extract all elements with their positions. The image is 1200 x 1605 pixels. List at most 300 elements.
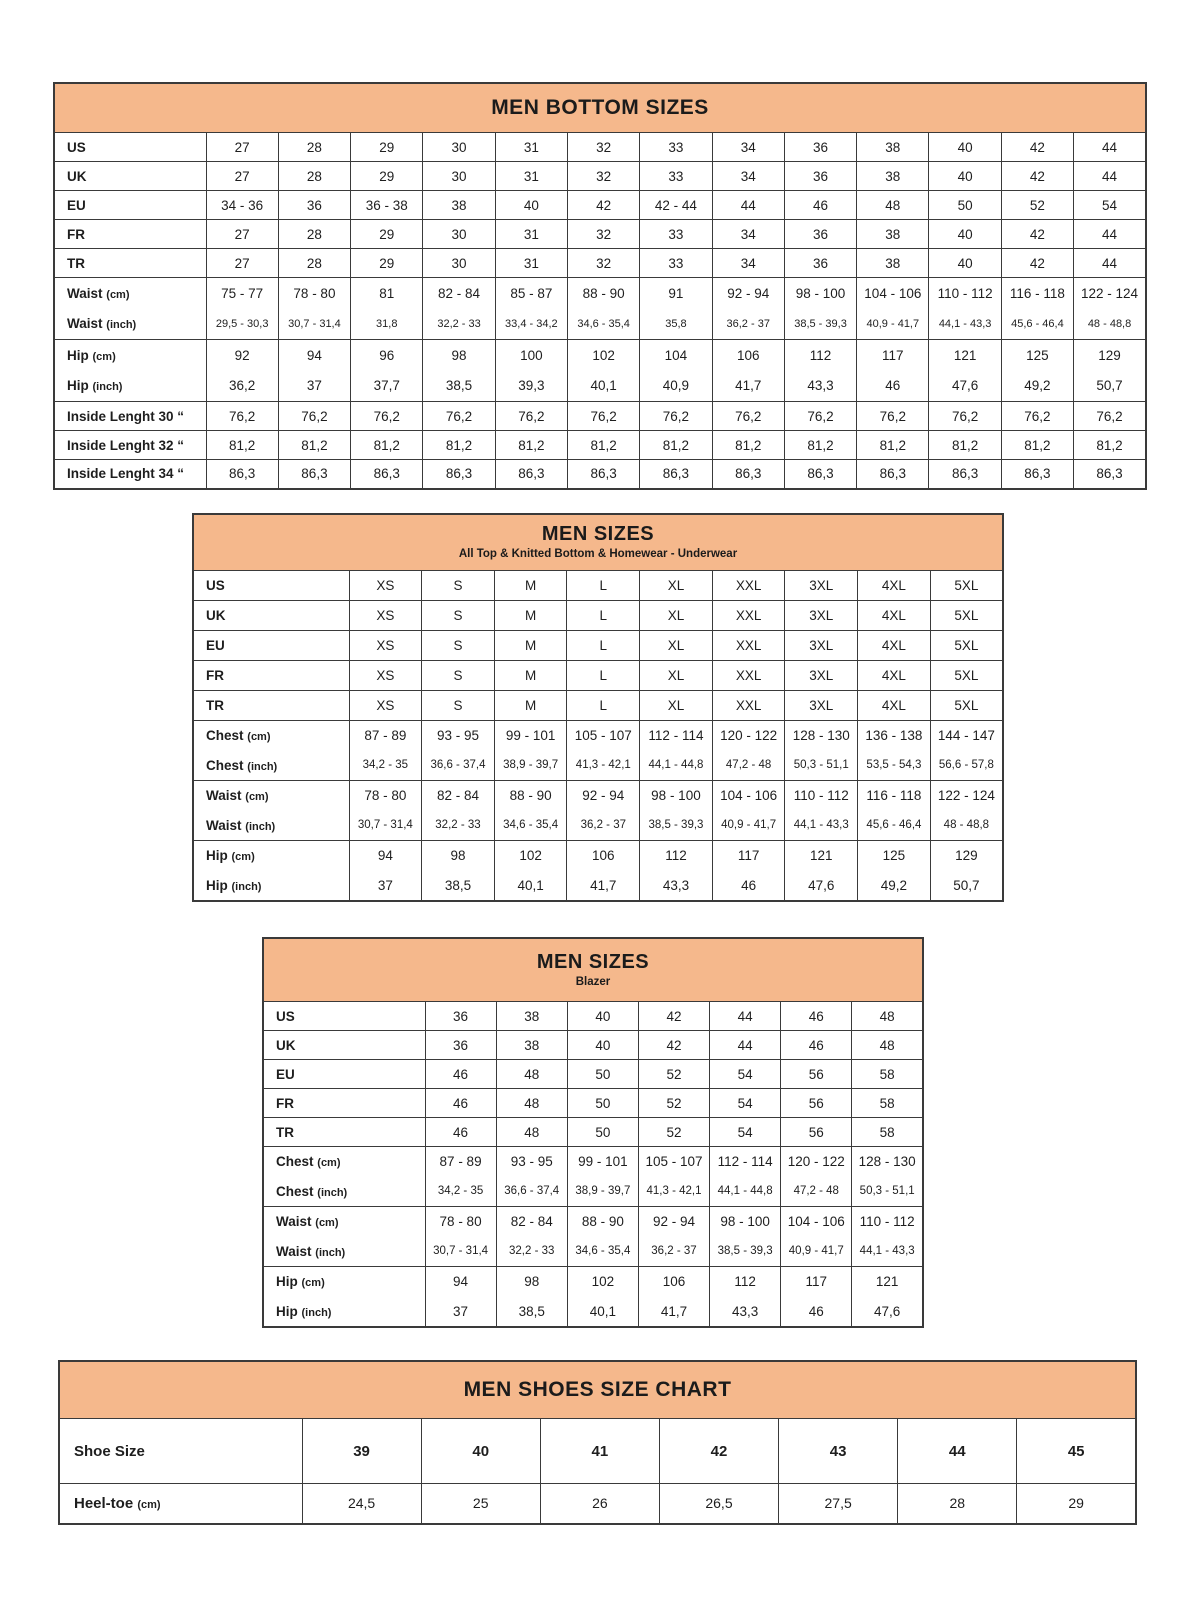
size-cell: XXL	[712, 691, 785, 721]
size-cell: 44,1 - 43,3	[852, 1237, 923, 1267]
size-cell: 52	[638, 1118, 709, 1147]
size-cell: 120 - 122	[781, 1147, 852, 1177]
size-cell: 34 - 36	[206, 191, 278, 220]
size-cell: 40	[929, 133, 1001, 162]
size-cell: 5XL	[930, 601, 1003, 631]
size-cell: 105 - 107	[638, 1147, 709, 1177]
size-cell: 56	[781, 1089, 852, 1118]
size-cell: 43,3	[640, 871, 713, 901]
table-row	[263, 1267, 923, 1297]
table-row	[263, 1060, 923, 1089]
size-cell: 86,3	[1001, 460, 1073, 489]
size-cell: 42	[1001, 220, 1073, 249]
size-cell: 50	[567, 1118, 638, 1147]
size-cell: XS	[349, 691, 422, 721]
row-label-text: Heel-toe	[74, 1494, 134, 1512]
size-cell: 26,5	[659, 1484, 778, 1524]
size-cell: 31	[495, 249, 567, 278]
size-cell: 50	[567, 1060, 638, 1089]
size-cell: 88 - 90	[567, 1207, 638, 1237]
size-cell: 25	[421, 1484, 540, 1524]
size-cell: 122 - 124	[1074, 278, 1146, 309]
size-cell: 40,9	[640, 371, 712, 402]
size-cell: 102	[567, 340, 639, 371]
row-label-text: Hip	[206, 877, 228, 893]
size-cell: 24,5	[302, 1484, 421, 1524]
size-cell: 32	[567, 220, 639, 249]
men-bottom-sizes-grid	[53, 132, 1147, 490]
row-label	[54, 460, 206, 489]
size-cell: XL	[640, 571, 713, 601]
row-label-text: Chest	[276, 1183, 314, 1199]
size-cell: 47,2 - 48	[712, 751, 785, 781]
size-cell: 54	[710, 1089, 781, 1118]
table-row	[193, 841, 1003, 871]
size-cell: 47,6	[852, 1297, 923, 1327]
size-cell: 47,6	[785, 871, 858, 901]
size-cell: 41,7	[567, 871, 640, 901]
size-cell: 5XL	[930, 571, 1003, 601]
table-title: MEN SIZES	[541, 523, 655, 546]
size-cell: 3XL	[785, 601, 858, 631]
row-label-text: Waist	[67, 316, 103, 332]
table-row	[263, 1031, 923, 1060]
row-label	[54, 309, 206, 340]
row-label	[54, 133, 206, 162]
size-cell: 40	[929, 162, 1001, 191]
size-cell: 29	[351, 220, 423, 249]
size-cell: XXL	[712, 661, 785, 691]
size-cell: 76,2	[640, 402, 712, 431]
size-cell: 104 - 106	[712, 781, 785, 811]
size-cell: 29,5 - 30,3	[206, 309, 278, 340]
row-label-unit: (inch)	[247, 760, 278, 773]
size-cell: 81,2	[1001, 431, 1073, 460]
size-cell: 106	[712, 340, 784, 371]
size-cell: 40	[567, 1002, 638, 1031]
size-cell: 92 - 94	[638, 1207, 709, 1237]
size-cell: 75 - 77	[206, 278, 278, 309]
table-row	[263, 1147, 923, 1177]
row-label-unit: (inch)	[317, 1186, 348, 1199]
size-cell: 86,3	[351, 460, 423, 489]
row-label-text: UK	[276, 1037, 296, 1053]
size-cell: 86,3	[423, 460, 495, 489]
size-cell: 40,9 - 41,7	[712, 811, 785, 841]
row-label	[193, 841, 349, 871]
size-cell: 104	[640, 340, 712, 371]
table-header-band	[58, 1360, 1137, 1418]
row-label	[263, 1237, 425, 1267]
table-header-band	[192, 513, 1004, 570]
size-cell: 112	[640, 841, 713, 871]
size-cell: 28	[278, 249, 350, 278]
size-cell: XL	[640, 661, 713, 691]
size-cell: 82 - 84	[423, 278, 495, 309]
size-cell: 43,3	[710, 1297, 781, 1327]
row-label-text: UK	[206, 608, 226, 623]
row-label	[263, 1297, 425, 1327]
size-cell: XL	[640, 631, 713, 661]
size-cell: 88 - 90	[567, 278, 639, 309]
size-cell: 105 - 107	[567, 721, 640, 751]
row-label-text: US	[206, 578, 225, 593]
size-cell: 76,2	[278, 402, 350, 431]
size-cell: 38,5	[423, 371, 495, 402]
size-cell: 54	[710, 1118, 781, 1147]
size-cell: 88 - 90	[494, 781, 567, 811]
size-cell: 46	[425, 1118, 496, 1147]
size-cell: 86,3	[495, 460, 567, 489]
row-label-text: Hip	[67, 378, 89, 394]
row-label	[54, 191, 206, 220]
size-cell: 31	[495, 162, 567, 191]
size-cell: 112	[710, 1267, 781, 1297]
size-cell: 44	[712, 191, 784, 220]
size-cell: 76,2	[1074, 402, 1146, 431]
size-cell: 36	[784, 220, 856, 249]
size-cell: M	[494, 571, 567, 601]
size-cell: 40	[495, 191, 567, 220]
row-label-text: Chest	[206, 728, 244, 744]
size-cell: 41	[540, 1419, 659, 1484]
size-cell: 37	[425, 1297, 496, 1327]
table-row	[193, 571, 1003, 601]
size-cell: 106	[567, 841, 640, 871]
size-cell: L	[567, 601, 640, 631]
row-label-text: US	[276, 1008, 295, 1024]
table-row	[54, 220, 1146, 249]
size-cell: 29	[351, 162, 423, 191]
size-cell: 34	[712, 162, 784, 191]
row-label-text: TR	[276, 1124, 294, 1140]
size-cell: 30	[423, 249, 495, 278]
table-row	[54, 309, 1146, 340]
size-cell: 98 - 100	[784, 278, 856, 309]
size-cell: 42	[567, 191, 639, 220]
size-cell: 48	[852, 1002, 923, 1031]
size-cell: 40	[567, 1031, 638, 1060]
size-cell: 3XL	[785, 661, 858, 691]
size-cell: 121	[785, 841, 858, 871]
size-cell: 31	[495, 220, 567, 249]
size-cell: 42	[1001, 249, 1073, 278]
row-label	[263, 1118, 425, 1147]
size-cell: 38	[496, 1031, 567, 1060]
size-cell: 58	[852, 1089, 923, 1118]
size-cell: 104 - 106	[781, 1207, 852, 1237]
size-cell: 116 - 118	[1001, 278, 1073, 309]
size-cell: 128 - 130	[785, 721, 858, 751]
size-cell: 30,7 - 31,4	[349, 811, 422, 841]
size-cell: 38,5	[496, 1297, 567, 1327]
table-row	[193, 691, 1003, 721]
size-cell: 50,3 - 51,1	[785, 751, 858, 781]
table-row	[54, 249, 1146, 278]
size-cell: 76,2	[351, 402, 423, 431]
size-cell: 38,5 - 39,3	[710, 1237, 781, 1267]
size-cell: 27	[206, 162, 278, 191]
size-cell: 41,3 - 42,1	[567, 751, 640, 781]
size-cell: 46	[781, 1002, 852, 1031]
size-cell: 78 - 80	[425, 1207, 496, 1237]
row-label-unit: (cm)	[106, 288, 130, 301]
table-row	[193, 751, 1003, 781]
size-cell: 56	[781, 1118, 852, 1147]
size-cell: XL	[640, 601, 713, 631]
size-cell: 38	[496, 1002, 567, 1031]
size-cell: 102	[494, 841, 567, 871]
size-cell: 39	[302, 1419, 421, 1484]
size-cell: 32,2 - 33	[423, 309, 495, 340]
size-cell: 44	[1074, 162, 1146, 191]
size-cell: 94	[349, 841, 422, 871]
size-cell: 45,6 - 46,4	[1001, 309, 1073, 340]
size-cell: 122 - 124	[930, 781, 1003, 811]
size-cell: 76,2	[929, 402, 1001, 431]
row-label	[263, 1060, 425, 1089]
size-cell: 85 - 87	[495, 278, 567, 309]
row-label-text: Inside Lenght 30 “	[67, 408, 185, 424]
size-cell: M	[494, 691, 567, 721]
size-cell: 86,3	[712, 460, 784, 489]
size-cell: 58	[852, 1118, 923, 1147]
size-cell: 42 - 44	[640, 191, 712, 220]
size-cell: 38	[857, 133, 929, 162]
men-sizes-top-grid	[192, 570, 1004, 902]
row-label-unit: (cm)	[245, 791, 269, 804]
size-cell: 129	[1074, 340, 1146, 371]
size-cell: 86,3	[206, 460, 278, 489]
size-cell: 32	[567, 133, 639, 162]
row-label-unit: (cm)	[137, 1498, 161, 1511]
row-label-text: EU	[206, 638, 225, 653]
size-cell: 41,7	[712, 371, 784, 402]
size-cell: L	[567, 571, 640, 601]
size-cell: 42	[1001, 162, 1073, 191]
size-cell: 31,8	[351, 309, 423, 340]
row-label-text: Shoe Size	[74, 1442, 145, 1460]
size-cell: 92	[206, 340, 278, 371]
size-cell: 32	[567, 249, 639, 278]
table-row	[54, 371, 1146, 402]
size-cell: 58	[852, 1060, 923, 1089]
size-cell: 40	[929, 220, 1001, 249]
size-cell: 34	[712, 220, 784, 249]
table-men-sizes-blazer	[262, 937, 924, 1328]
size-cell: XS	[349, 661, 422, 691]
size-cell: 144 - 147	[930, 721, 1003, 751]
row-label	[54, 431, 206, 460]
size-cell: 34	[712, 249, 784, 278]
size-cell: 32,2 - 33	[496, 1237, 567, 1267]
table-row	[54, 278, 1146, 309]
size-cell: 34,2 - 35	[425, 1177, 496, 1207]
table-row	[263, 1237, 923, 1267]
row-label-unit: (cm)	[231, 851, 255, 864]
size-cell: 34,2 - 35	[349, 751, 422, 781]
row-label	[263, 1089, 425, 1118]
row-label-text: Hip	[67, 347, 89, 363]
size-cell: 128 - 130	[852, 1147, 923, 1177]
row-label-text: Waist	[276, 1214, 312, 1230]
row-label-text: FR	[67, 226, 85, 242]
size-cell: 33,4 - 34,2	[495, 309, 567, 340]
size-cell: 81,2	[640, 431, 712, 460]
row-label-text: TR	[206, 698, 224, 713]
size-cell: 28	[278, 162, 350, 191]
size-cell: 104 - 106	[857, 278, 929, 309]
row-label	[54, 340, 206, 371]
size-cell: 52	[638, 1060, 709, 1089]
size-cell: 78 - 80	[278, 278, 350, 309]
size-cell: 34,6 - 35,4	[567, 1237, 638, 1267]
table-title: MEN SHOES SIZE CHART	[463, 1377, 732, 1401]
table-row	[54, 460, 1146, 489]
size-cell: 86,3	[784, 460, 856, 489]
size-cell: 54	[710, 1060, 781, 1089]
table-row	[54, 162, 1146, 191]
size-cell: 98	[422, 841, 495, 871]
size-cell: 30	[423, 162, 495, 191]
row-label-text: UK	[67, 168, 87, 184]
row-label	[193, 811, 349, 841]
size-cell: 48	[496, 1118, 567, 1147]
size-cell: 42	[638, 1031, 709, 1060]
size-cell: 52	[1001, 191, 1073, 220]
row-label-unit: (inch)	[231, 880, 262, 893]
row-label	[263, 1207, 425, 1237]
size-cell: 50,3 - 51,1	[852, 1177, 923, 1207]
row-label-unit: (cm)	[315, 1217, 339, 1230]
size-cell: 27	[206, 249, 278, 278]
size-cell: 38,5 - 39,3	[784, 309, 856, 340]
size-cell: 50	[567, 1089, 638, 1118]
table-title: MEN BOTTOM SIZES	[491, 95, 709, 119]
table-header-band	[53, 82, 1147, 132]
size-cell: 30	[423, 220, 495, 249]
size-cell: 35,8	[640, 309, 712, 340]
table-row	[59, 1484, 1136, 1524]
size-cell: 29	[351, 249, 423, 278]
size-cell: 86,3	[278, 460, 350, 489]
size-cell: 39,3	[495, 371, 567, 402]
size-cell: 76,2	[495, 402, 567, 431]
size-cell: 81,2	[351, 431, 423, 460]
size-cell: 34,6 - 35,4	[567, 309, 639, 340]
size-cell: 28	[898, 1484, 1017, 1524]
size-cell: 36	[784, 249, 856, 278]
size-cell: 81,2	[278, 431, 350, 460]
size-cell: 92 - 94	[712, 278, 784, 309]
size-cell: 37	[349, 871, 422, 901]
size-cell: 4XL	[858, 661, 931, 691]
size-cell: 49,2	[1001, 371, 1073, 402]
row-label	[193, 601, 349, 631]
size-cell: 81,2	[206, 431, 278, 460]
size-cell: 93 - 95	[496, 1147, 567, 1177]
size-cell: 40	[929, 249, 1001, 278]
size-cell: 36,2 - 37	[567, 811, 640, 841]
size-cell: 36	[784, 133, 856, 162]
table-men-sizes-top	[192, 513, 1004, 902]
size-cell: 50,7	[1074, 371, 1146, 402]
size-cell: M	[494, 601, 567, 631]
size-cell: M	[494, 631, 567, 661]
size-cell: 42	[659, 1419, 778, 1484]
size-cell: S	[422, 601, 495, 631]
row-label-text: Inside Lenght 32 “	[67, 437, 185, 453]
size-cell: 110 - 112	[852, 1207, 923, 1237]
size-cell: 46	[784, 191, 856, 220]
table-row	[263, 1207, 923, 1237]
size-cell: 112 - 114	[640, 721, 713, 751]
size-cell: 27	[206, 220, 278, 249]
size-cell: 36,2 - 37	[712, 309, 784, 340]
row-label	[263, 1267, 425, 1297]
size-cell: 42	[1001, 133, 1073, 162]
size-cell: 34	[712, 133, 784, 162]
size-cell: 98	[423, 340, 495, 371]
table-men-bottom-sizes	[53, 82, 1147, 490]
row-label-text: FR	[276, 1095, 294, 1111]
table-row	[263, 1177, 923, 1207]
size-cell: 45	[1017, 1419, 1136, 1484]
size-cell: 44,1 - 43,3	[785, 811, 858, 841]
size-cell: 93 - 95	[422, 721, 495, 751]
size-cell: 78 - 80	[349, 781, 422, 811]
size-cell: 33	[640, 220, 712, 249]
size-cell: 46	[425, 1060, 496, 1089]
size-cell: 40,1	[567, 371, 639, 402]
size-cell: 36	[425, 1002, 496, 1031]
row-label	[54, 162, 206, 191]
row-label	[193, 691, 349, 721]
size-cell: 37,7	[351, 371, 423, 402]
size-cell: 106	[638, 1267, 709, 1297]
size-cell: 40,9 - 41,7	[781, 1237, 852, 1267]
size-cell: 36,2	[206, 371, 278, 402]
size-cell: 41,3 - 42,1	[638, 1177, 709, 1207]
size-cell: 44	[1074, 133, 1146, 162]
row-label-unit: (inch)	[245, 820, 276, 833]
row-label-text: FR	[206, 668, 224, 683]
size-cell: 100	[495, 340, 567, 371]
men-sizes-blazer-grid	[262, 1001, 924, 1328]
table-row	[193, 781, 1003, 811]
size-cell: 5XL	[930, 631, 1003, 661]
size-cell: 33	[640, 249, 712, 278]
size-cell: 33	[640, 133, 712, 162]
size-cell: 86,3	[1074, 460, 1146, 489]
size-cell: 44	[1074, 220, 1146, 249]
size-cell: 121	[852, 1267, 923, 1297]
size-cell: 38,5 - 39,3	[640, 811, 713, 841]
size-cell: XL	[640, 691, 713, 721]
size-cell: 4XL	[858, 601, 931, 631]
size-cell: M	[494, 661, 567, 691]
table-row	[54, 431, 1146, 460]
size-cell: 136 - 138	[858, 721, 931, 751]
size-cell: 81,2	[1074, 431, 1146, 460]
row-label	[193, 751, 349, 781]
row-label	[263, 1002, 425, 1031]
size-cell: 44	[1074, 249, 1146, 278]
size-cell: 98 - 100	[640, 781, 713, 811]
size-cell: 38	[857, 249, 929, 278]
size-cell: 52	[638, 1089, 709, 1118]
table-row	[54, 402, 1146, 431]
